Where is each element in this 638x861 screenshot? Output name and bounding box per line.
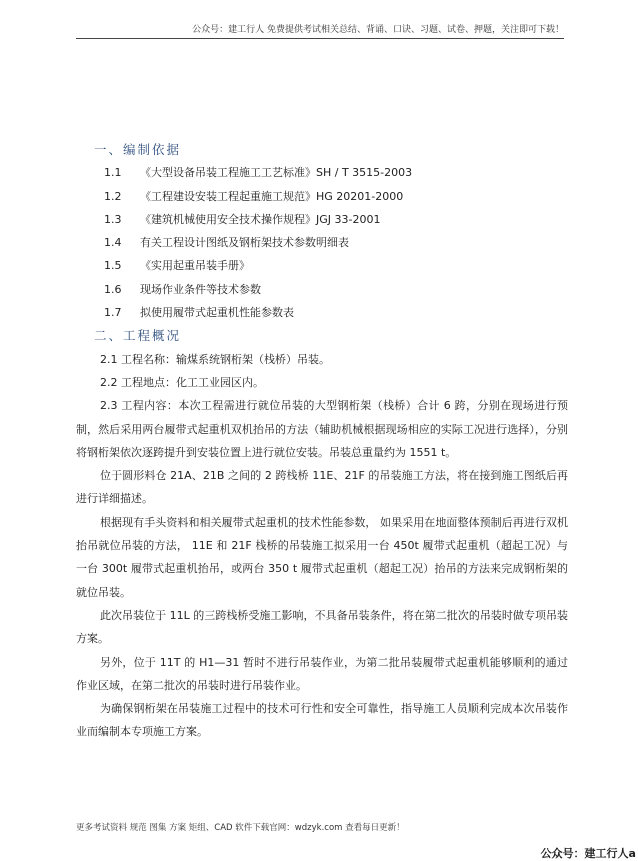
basis-item [76, 185, 568, 208]
overview-project-name: 2.1 工程名称：输煤系统钢桁架（栈桥）吊装。 [100, 352, 330, 366]
header-divider [76, 38, 564, 39]
item-text: 《工程建设安装工程起重施工规范》HG 20201-2000 [140, 189, 404, 203]
document-body [76, 138, 568, 744]
basis-item [76, 208, 568, 231]
overview-paragraph: 另外，位于 11T 的 H1—31 暂时不进行吊装作业，为第二批吊装履带式起重机能够顺利的通过作业区域，在第二批次的吊装时进行吊装作业。 [76, 655, 568, 692]
overview-project-scope: 2.3 工程内容：本次工程需进行就位吊装的大型钢桁架（栈桥）合计 6 跨，分别在现场进行预制，然后采用两台履带式起重机双机抬吊的方法（辅助机械根据现场相应的实际工况进行选择），分别将钢桁架依次逐跨提升到安装位置上进行就位安装。吊装总重量约为 1551 t。 [76, 399, 568, 459]
section-heading-overview: 二、工程概况 [94, 328, 182, 344]
overview-paragraph: 根据现有手头资料和相关履带式起重机的技术性能参数， 如果采用在地面整体预制后再进行双机抬吊就位吊装的方法， 11E 和 21F 栈桥的吊装施工拟采用一台 450t 履带式起重机（超起工况）与一台 300t 履带式起重机抬吊，或两台 350 t 履带式起重机（超起工况）抬吊的方法来完成钢桁架的就位吊装。 [76, 515, 568, 599]
item-number: 1.4 [104, 236, 122, 250]
item-number: 1.7 [104, 306, 122, 320]
item-text: 现场作业条件等技术参数 [140, 282, 261, 296]
basis-item [76, 231, 568, 254]
page-footer: 更多考试资料 规范 图集 方案 矩组、CAD 软件下载官网：wdzyk.com 查看每日更新！ [76, 823, 405, 833]
item-number: 1.6 [104, 282, 122, 296]
item-number: 1.1 [104, 166, 122, 180]
watermark-text: 公众号：建工行人a [540, 847, 636, 860]
item-number: 1.3 [104, 212, 122, 226]
item-text: 拟使用履带式起重机性能参数表 [140, 306, 294, 320]
item-text: 《实用起重吊装手册》 [140, 259, 250, 273]
overview-paragraph: 此次吊装位于 11L 的三跨栈桥受施工影响，不具备吊装条件，将在第二批次的吊装时做专项吊装方案。 [76, 608, 568, 646]
basis-item [76, 278, 568, 301]
basis-item [76, 161, 568, 184]
overview-project-location: 2.2 工程地点：化工工业园区内。 [100, 375, 264, 389]
page-header: 公众号：建工行人 免费提供考试相关总结、背诵、口诀、习题、试卷、押题，关注即可下载！ [192, 25, 564, 35]
item-text: 《建筑机械使用安全技术操作规程》JGJ 33-2001 [140, 212, 381, 226]
item-number: 1.2 [104, 189, 122, 203]
basis-item [76, 254, 568, 277]
item-text: 《大型设备吊装工程施工工艺标准》SH / T 3515-2003 [140, 166, 413, 180]
overview-paragraph: 位于圆形料仓 21A、21B 之间的 2 跨栈桥 11E、21F 的吊装施工方法，将在接到施工图纸后再进行详细描述。 [76, 469, 568, 506]
item-number: 1.5 [104, 259, 122, 273]
section-heading-basis: 一、编制依据 [94, 142, 182, 157]
overview-paragraph: 为确保钢桁架在吊装施工过程中的技术可行性和安全可靠性，指导施工人员顺利完成本次吊装作业而编制本专项施工方案。 [76, 702, 568, 739]
item-text: 有关工程设计图纸及钢桁架技术参数明细表 [140, 236, 349, 250]
basis-item [76, 301, 568, 324]
